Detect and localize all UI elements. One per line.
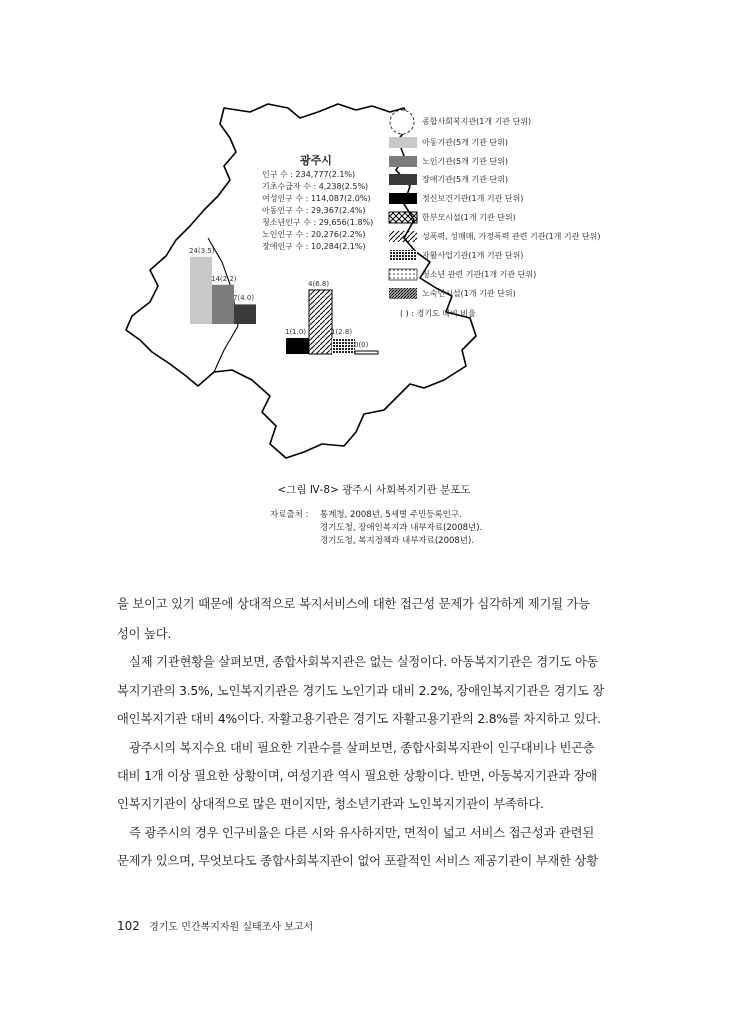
group1-bar-label-2: 7(4.0) (233, 294, 255, 303)
stat-disabled: 장애인구 수 : 10,284(2.1%) (262, 242, 366, 251)
figure-caption: <그림 Ⅳ-8> 광주시 사회복지기관 분포도 (277, 484, 471, 496)
stat-youth: 청소년인구 수 : 29,656(1.8%) (262, 218, 374, 227)
stat-basic-recipients: 기초수급자 수 : 4,238(2.5%) (262, 182, 369, 191)
group1-bar-0 (190, 257, 212, 324)
legend-label-elderly: 노인기관(5개 기관 단위) (422, 157, 508, 166)
group1-bar-1 (212, 285, 234, 324)
legend-label-child: 아동기관(5개 기관 단위) (422, 138, 508, 147)
group2-bar-label-2: 1(2.8) (331, 328, 353, 336)
distribution-map-figure (0, 0, 748, 480)
body-line-7: 대비 1개 이상 필요한 상황이며, 여성기관 역시 필요한 상황이다. 반면, 아동복지기관과 장애 (117, 769, 597, 783)
group2-bar-label-1: 4(6.8) (308, 280, 330, 288)
legend-label-ratio-note: ( ) : 경기도 대비 비율 (400, 309, 476, 318)
body-line-4: 복지기관의 3.5%, 노인복지기관은 경기도 노인기과 대비 2.2%, 장애인복지기관은 경기도 장 (117, 684, 605, 698)
body-line-1: 을 보이고 있기 때문에 상대적으로 복지서비스에 대한 접근성 문제가 심각하게 제기될 가능 (117, 597, 590, 611)
map-svg (0, 0, 748, 480)
source-line-1: 통계청, 2008년, 5세별 주민등록인구. (320, 510, 462, 520)
group1-bar-label-0: 24(3.5) (189, 246, 215, 255)
legend-swatch-disabled (389, 174, 417, 185)
legend-swatch-self-support (389, 250, 417, 261)
page-number: 102 (117, 919, 140, 933)
stat-population: 인구 수 : 234,777(2.1%) (262, 170, 356, 179)
group2-bar-1 (309, 290, 332, 354)
body-line-10: 문제가 있으며, 무엇보다도 종합사회복지관이 없어 포괄적인 서비스 제공기관이 부재한 상황 (117, 854, 598, 868)
legend-label-youth: 청소년 관련 기관(1개 기관 단위) (422, 270, 537, 279)
body-line-9: 즉 광주시의 경우 인구비율은 다른 시와 유사하지만, 면적이 넓고 서비스 접근성과 관련된 (117, 826, 595, 840)
legend-swatch-violence (389, 231, 417, 242)
body-line-5: 애인복지기관 대비 4%이다. 자활고용기관은 경기도 자활고용기관의 2.8%를 차지하고 있다. (117, 712, 601, 726)
legend-label-self-support: 자활사업기관(1개 기관 단위) (422, 251, 524, 260)
stat-women: 여성인구 수 : 114,087(2.0%) (262, 194, 371, 203)
body-line-8: 인복지기관이 상대적으로 많은 편이지만, 청소년기관과 노인복지기관이 부족하다. (117, 797, 544, 811)
legend-label-single-parent: 한부모시설(1개 기관 단위) (422, 213, 516, 222)
group2-bar-2 (332, 338, 355, 354)
legend-label-violence: 성폭력, 성매매, 가정폭력 관련 기관(1개 기관 단위) (422, 232, 601, 241)
legend-label-disabled: 장애기관(5개 기관 단위) (422, 175, 508, 184)
group2-bar-3 (355, 351, 378, 354)
source-line-3: 경기도청, 복지정책과 내부자료(2008년). (320, 536, 475, 546)
legend-label-homeless: 노숙인시설(1개 기관 단위) (422, 289, 516, 298)
group2-bar-0 (286, 338, 309, 354)
stat-elderly: 노인인구 수 : 20,276(2.2%) (262, 230, 366, 239)
group1-bar-label-1: 14(2.2) (211, 274, 237, 283)
legend-label-mental: 정신보건기관(1개 기관 단위) (422, 194, 524, 203)
region-title: 광주시 (300, 154, 332, 167)
page-footer (117, 918, 313, 933)
stat-children: 아동인구 수 : 29,367(2.4%) (262, 206, 366, 215)
legend-swatch-homeless (389, 288, 417, 299)
group1-bar-2 (234, 304, 256, 324)
legend-swatch-mental (389, 193, 417, 204)
legend-swatch-welfare-center (390, 110, 414, 134)
legend-label-welfare-center: 종합사회복지관(1개 기관 단위) (422, 117, 532, 126)
body-line-2: 성이 높다. (117, 627, 172, 641)
report-title: 경기도 민간복지자원 실태조사 보고서 (149, 922, 314, 933)
source-label: 자료출처 : (270, 510, 309, 520)
legend-swatch-elderly (389, 156, 417, 167)
legend-swatch-child (389, 137, 417, 148)
body-line-3: 실제 기관현황을 살펴보면, 종합사회복지관은 없는 실정이다. 아동복지기관은 경기도 아동 (117, 655, 599, 669)
body-line-6: 광주시의 복지수요 대비 필요한 기관수를 살펴보면, 종합사회복지관이 인구대비나 빈곤층 (117, 741, 595, 755)
group2-bar-label-0: 1(1.0) (285, 328, 307, 336)
legend-swatch-youth (389, 269, 417, 280)
source-line-2: 경기도청, 장애인복지과 내부자료(2008년). (320, 523, 483, 533)
legend-swatch-single-parent (389, 212, 417, 223)
group2-bar-label-3: 0(0) (354, 341, 369, 349)
